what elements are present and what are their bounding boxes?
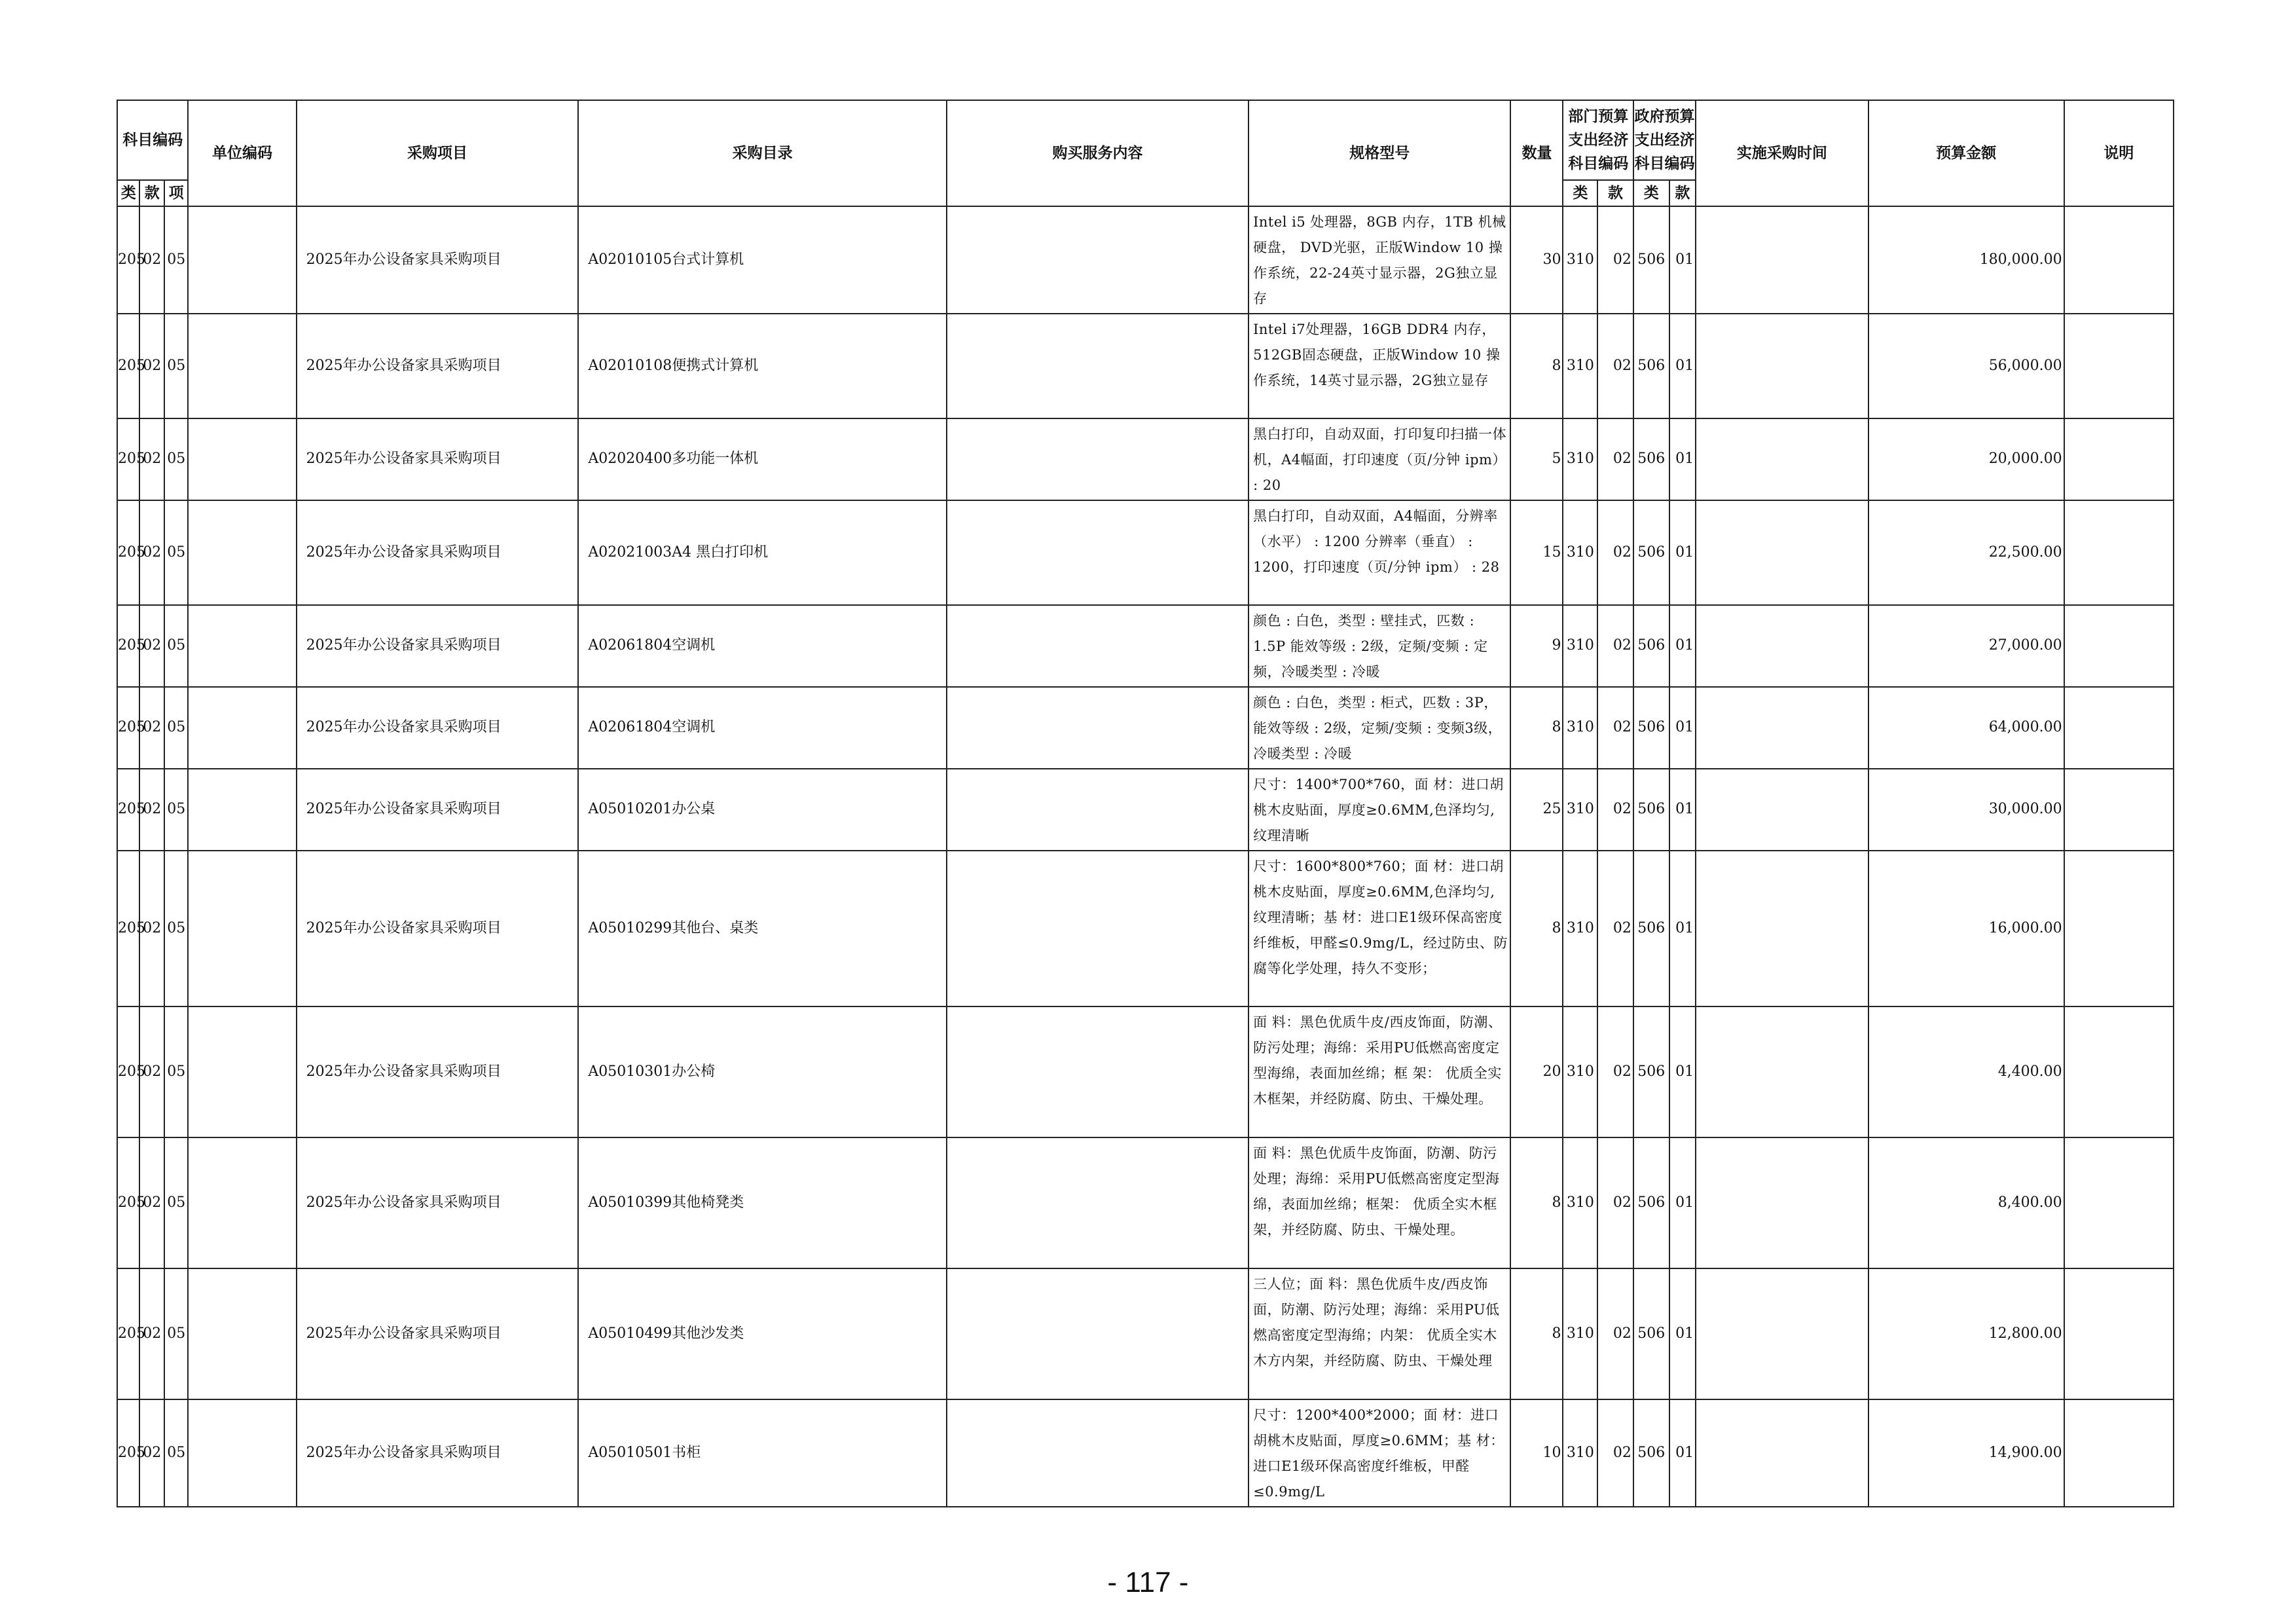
row-unit-code [188,769,296,851]
row-amount: 22,500.00 [1868,500,2064,605]
row-catalog: A02061804空调机 [578,605,947,687]
row-gov-lei: 506 [1633,314,1669,418]
row-time [1696,769,1868,851]
row-amount: 12,800.00 [1868,1268,2064,1399]
row-spec: 面 料：黑色优质牛皮饰面，防潮、防污处理；海绵：采用PU低燃高密度定型海绵，表面加丝绵；框架： 优质全实木框架，并经防腐、防虫、干燥处理。 [1248,1137,1510,1268]
row-xiang: 05 [164,769,189,851]
row-gov-kuan: 01 [1669,1137,1696,1268]
header-dept-lei: 类 [1563,180,1597,206]
row-dept-lei: 310 [1563,314,1597,418]
row-time [1696,314,1868,418]
row-project: 2025年办公设备家具采购项目 [297,1137,579,1268]
row-time [1696,687,1868,769]
row-amount: 20,000.00 [1868,418,2064,500]
row-xiang: 05 [164,1137,189,1268]
header-gov-budget: 政府预算 支出经济 科目编码 [1633,100,1696,180]
row-gov-kuan: 01 [1669,851,1696,1006]
row-unit-code [188,1268,296,1399]
row-gov-lei: 506 [1633,500,1669,605]
table-row [117,769,2174,851]
row-kuan: 02 [139,1006,164,1137]
row-dept-kuan: 02 [1597,206,1633,314]
row-spec: 颜色 : 白色，类型 : 柜式，匹数 : 3P，能效等级 : 2级，定频/变频 : 变频3级，冷暖类型 : 冷暖 [1248,687,1510,769]
row-xiang: 05 [164,314,189,418]
row-dept-lei: 310 [1563,605,1597,687]
row-gov-kuan: 01 [1669,769,1696,851]
row-dept-lei: 310 [1563,1268,1597,1399]
header-service: 购买服务内容 [947,100,1248,206]
row-quantity: 10 [1510,1399,1563,1507]
header-amount: 预算金额 [1868,100,2064,206]
row-service [947,605,1248,687]
row-xiang: 05 [164,851,189,1006]
header-subject-code: 科目编码 [117,100,188,180]
row-note [2064,500,2174,605]
row-note [2064,314,2174,418]
row-catalog: A02010105台式计算机 [578,206,947,314]
row-note [2064,769,2174,851]
row-kuan: 02 [139,500,164,605]
row-kuan: 02 [139,1399,164,1507]
table-row [117,605,2174,687]
row-lei: 205 [117,1399,139,1507]
row-gov-kuan: 01 [1669,500,1696,605]
header-dept-kuan: 款 [1597,180,1633,206]
header-dept-budget: 部门预算 支出经济 科目编码 [1563,100,1633,180]
row-project: 2025年办公设备家具采购项目 [297,687,579,769]
row-note [2064,1399,2174,1507]
row-note [2064,687,2174,769]
row-note [2064,605,2174,687]
row-service [947,687,1248,769]
row-unit-code [188,605,296,687]
row-dept-lei: 310 [1563,851,1597,1006]
table-body [117,206,2174,1507]
header-kuan: 款 [139,180,164,206]
row-xiang: 05 [164,418,189,500]
row-catalog: A05010499其他沙发类 [578,1268,947,1399]
row-gov-lei: 506 [1633,687,1669,769]
row-kuan: 02 [139,769,164,851]
row-time [1696,500,1868,605]
row-dept-kuan: 02 [1597,605,1633,687]
row-catalog: A02061804空调机 [578,687,947,769]
row-xiang: 05 [164,1399,189,1507]
row-time [1696,418,1868,500]
row-dept-lei: 310 [1563,206,1597,314]
row-lei: 205 [117,500,139,605]
row-service [947,1137,1248,1268]
row-amount: 64,000.00 [1868,687,2064,769]
row-project: 2025年办公设备家具采购项目 [297,851,579,1006]
row-gov-lei: 506 [1633,851,1669,1006]
table-row [117,500,2174,605]
row-project: 2025年办公设备家具采购项目 [297,769,579,851]
page-number: - 117 - [1107,1566,1189,1598]
row-kuan: 02 [139,206,164,314]
row-kuan: 02 [139,1268,164,1399]
row-service [947,769,1248,851]
row-dept-kuan: 02 [1597,769,1633,851]
row-project: 2025年办公设备家具采购项目 [297,1268,579,1399]
row-lei: 205 [117,687,139,769]
row-lei: 205 [117,206,139,314]
row-amount: 8,400.00 [1868,1137,2064,1268]
row-project: 2025年办公设备家具采购项目 [297,605,579,687]
row-amount: 4,400.00 [1868,1006,2064,1137]
row-time [1696,1268,1868,1399]
row-unit-code [188,314,296,418]
row-service [947,1399,1248,1507]
row-dept-kuan: 02 [1597,1137,1633,1268]
row-dept-kuan: 02 [1597,1006,1633,1137]
row-note [2064,851,2174,1006]
row-catalog: A02021003A4 黑白打印机 [578,500,947,605]
row-note [2064,1006,2174,1137]
row-dept-kuan: 02 [1597,1399,1633,1507]
header-note: 说明 [2064,100,2174,206]
row-service [947,1268,1248,1399]
header-spec: 规格型号 [1248,100,1510,206]
row-gov-lei: 506 [1633,206,1669,314]
row-dept-kuan: 02 [1597,500,1633,605]
table-row [117,206,2174,314]
table-row [117,418,2174,500]
row-gov-lei: 506 [1633,1137,1669,1268]
row-spec: 三人位；面 料：黑色优质牛皮/西皮饰面，防潮、防污处理；海绵：采用PU低燃高密度定型海绵；内架： 优质全实木木方内架，并经防腐、防虫、干燥处理 [1248,1268,1510,1399]
row-unit-code [188,687,296,769]
row-gov-kuan: 01 [1669,314,1696,418]
row-dept-lei: 310 [1563,1399,1597,1507]
row-gov-lei: 506 [1633,1268,1669,1399]
row-gov-lei: 506 [1633,1399,1669,1507]
row-gov-kuan: 01 [1669,1268,1696,1399]
row-time [1696,605,1868,687]
row-time [1696,851,1868,1006]
header-gov-lei: 类 [1633,180,1669,206]
row-quantity: 8 [1510,1268,1563,1399]
row-kuan: 02 [139,314,164,418]
row-quantity: 30 [1510,206,1563,314]
row-quantity: 5 [1510,418,1563,500]
row-amount: 180,000.00 [1868,206,2064,314]
row-unit-code [188,500,296,605]
row-time [1696,1006,1868,1137]
header-project: 采购项目 [297,100,579,206]
row-note [2064,418,2174,500]
row-lei: 205 [117,1137,139,1268]
row-note [2064,1268,2174,1399]
row-catalog: A05010299其他台、桌类 [578,851,947,1006]
row-spec: 尺寸：1200*400*2000；面 材：进口胡桃木皮贴面，厚度≥0.6MM；基 材：进口E1级环保高密度纤维板，甲醛≤0.9mg/L [1248,1399,1510,1507]
row-lei: 205 [117,1268,139,1399]
header-unit-code: 单位编码 [188,100,296,206]
row-lei: 205 [117,605,139,687]
row-lei: 205 [117,418,139,500]
row-dept-lei: 310 [1563,1006,1597,1137]
procurement-table [117,100,2174,1507]
row-time [1696,1399,1868,1507]
row-catalog: A05010301办公椅 [578,1006,947,1137]
row-spec: Intel i7处理器，16GB DDR4 内存，512GB固态硬盘，正版Window 10 操作系统，14英寸显示器，2G独立显存 [1248,314,1510,418]
row-note [2064,1137,2174,1268]
row-kuan: 02 [139,1137,164,1268]
row-quantity: 8 [1510,851,1563,1006]
row-service [947,1006,1248,1137]
row-catalog: A05010399其他椅凳类 [578,1137,947,1268]
row-note [2064,206,2174,314]
row-kuan: 02 [139,687,164,769]
row-amount: 14,900.00 [1868,1399,2064,1507]
row-time [1696,206,1868,314]
row-project: 2025年办公设备家具采购项目 [297,500,579,605]
row-xiang: 05 [164,1268,189,1399]
row-kuan: 02 [139,851,164,1006]
row-dept-lei: 310 [1563,1137,1597,1268]
row-spec: 黑白打印，自动双面，A4幅面，分辨率（水平） : 1200 分辨率（垂直） : 1200，打印速度（页/分钟 ipm） : 28 [1248,500,1510,605]
row-lei: 205 [117,314,139,418]
row-unit-code [188,206,296,314]
row-catalog: A02010108便携式计算机 [578,314,947,418]
row-catalog: A05010201办公桌 [578,769,947,851]
row-quantity: 8 [1510,687,1563,769]
row-dept-kuan: 02 [1597,314,1633,418]
row-amount: 30,000.00 [1868,769,2064,851]
row-gov-kuan: 01 [1669,206,1696,314]
row-quantity: 8 [1510,1137,1563,1268]
row-gov-lei: 506 [1633,769,1669,851]
row-spec: 黑白打印，自动双面，打印复印扫描一体机，A4幅面，打印速度（页/分钟 ipm） : 20 [1248,418,1510,500]
row-lei: 205 [117,769,139,851]
row-gov-kuan: 01 [1669,1399,1696,1507]
row-catalog: A02020400多功能一体机 [578,418,947,500]
row-xiang: 05 [164,687,189,769]
table-row [117,1137,2174,1268]
row-gov-kuan: 01 [1669,418,1696,500]
row-lei: 205 [117,1006,139,1137]
row-spec: 面 料：黑色优质牛皮/西皮饰面，防潮、防污处理；海绵：采用PU低燃高密度定型海绵，表面加丝绵；框 架： 优质全实木框架，并经防腐、防虫、干燥处理。 [1248,1006,1510,1137]
row-gov-lei: 506 [1633,1006,1669,1137]
row-spec: 尺寸：1400*700*760，面 材：进口胡桃木皮贴面，厚度≥0.6MM,色泽均匀,纹理清晰 [1248,769,1510,851]
row-dept-kuan: 02 [1597,418,1633,500]
table-row [117,851,2174,1006]
row-quantity: 25 [1510,769,1563,851]
row-project: 2025年办公设备家具采购项目 [297,1006,579,1137]
row-kuan: 02 [139,418,164,500]
row-kuan: 02 [139,605,164,687]
row-xiang: 05 [164,206,189,314]
row-quantity: 20 [1510,1006,1563,1137]
row-unit-code [188,1137,296,1268]
row-lei: 205 [117,851,139,1006]
row-dept-kuan: 02 [1597,1268,1633,1399]
row-spec: 尺寸：1600*800*760；面 材：进口胡桃木皮贴面，厚度≥0.6MM,色泽均匀,纹理清晰；基 材：进口E1级环保高密度纤维板，甲醛≤0.9mg/L，经过防虫、防腐等化学处理，持久不变形； [1248,851,1510,1006]
row-gov-lei: 506 [1633,605,1669,687]
row-gov-kuan: 01 [1669,687,1696,769]
header-xiang: 项 [164,180,189,206]
row-unit-code [188,851,296,1006]
header-time: 实施采购时间 [1696,100,1868,206]
header-catalog: 采购目录 [578,100,947,206]
row-amount: 27,000.00 [1868,605,2064,687]
row-service [947,500,1248,605]
row-dept-kuan: 02 [1597,687,1633,769]
row-spec: Intel i5 处理器，8GB 内存，1TB 机械硬盘， DVD光驱，正版Window 10 操作系统，22-24英寸显示器，2G独立显存 [1248,206,1510,314]
row-quantity: 8 [1510,314,1563,418]
row-time [1696,1137,1868,1268]
row-project: 2025年办公设备家具采购项目 [297,1399,579,1507]
row-dept-lei: 310 [1563,418,1597,500]
row-xiang: 05 [164,1006,189,1137]
header-lei: 类 [117,180,139,206]
row-xiang: 05 [164,605,189,687]
table-row [117,687,2174,769]
table-row [117,1399,2174,1507]
header-quantity: 数量 [1510,100,1563,206]
table-row [117,1268,2174,1399]
row-amount: 16,000.00 [1868,851,2064,1006]
table-row [117,314,2174,418]
row-service [947,418,1248,500]
row-unit-code [188,1006,296,1137]
header-gov-kuan: 款 [1669,180,1696,206]
row-unit-code [188,1399,296,1507]
row-service [947,314,1248,418]
row-service [947,851,1248,1006]
table-row [117,1006,2174,1137]
row-gov-lei: 506 [1633,418,1669,500]
row-quantity: 15 [1510,500,1563,605]
row-service [947,206,1248,314]
row-project: 2025年办公设备家具采购项目 [297,206,579,314]
row-dept-lei: 310 [1563,687,1597,769]
row-gov-kuan: 01 [1669,1006,1696,1137]
row-unit-code [188,418,296,500]
row-dept-lei: 310 [1563,500,1597,605]
row-xiang: 05 [164,500,189,605]
row-amount: 56,000.00 [1868,314,2064,418]
row-quantity: 9 [1510,605,1563,687]
row-project: 2025年办公设备家具采购项目 [297,314,579,418]
row-catalog: A05010501书柜 [578,1399,947,1507]
row-dept-lei: 310 [1563,769,1597,851]
row-dept-kuan: 02 [1597,851,1633,1006]
row-project: 2025年办公设备家具采购项目 [297,418,579,500]
row-spec: 颜色 : 白色，类型 : 壁挂式，匹数 : 1.5P 能效等级 : 2级，定频/变频 : 定频，冷暖类型 : 冷暖 [1248,605,1510,687]
row-gov-kuan: 01 [1669,605,1696,687]
